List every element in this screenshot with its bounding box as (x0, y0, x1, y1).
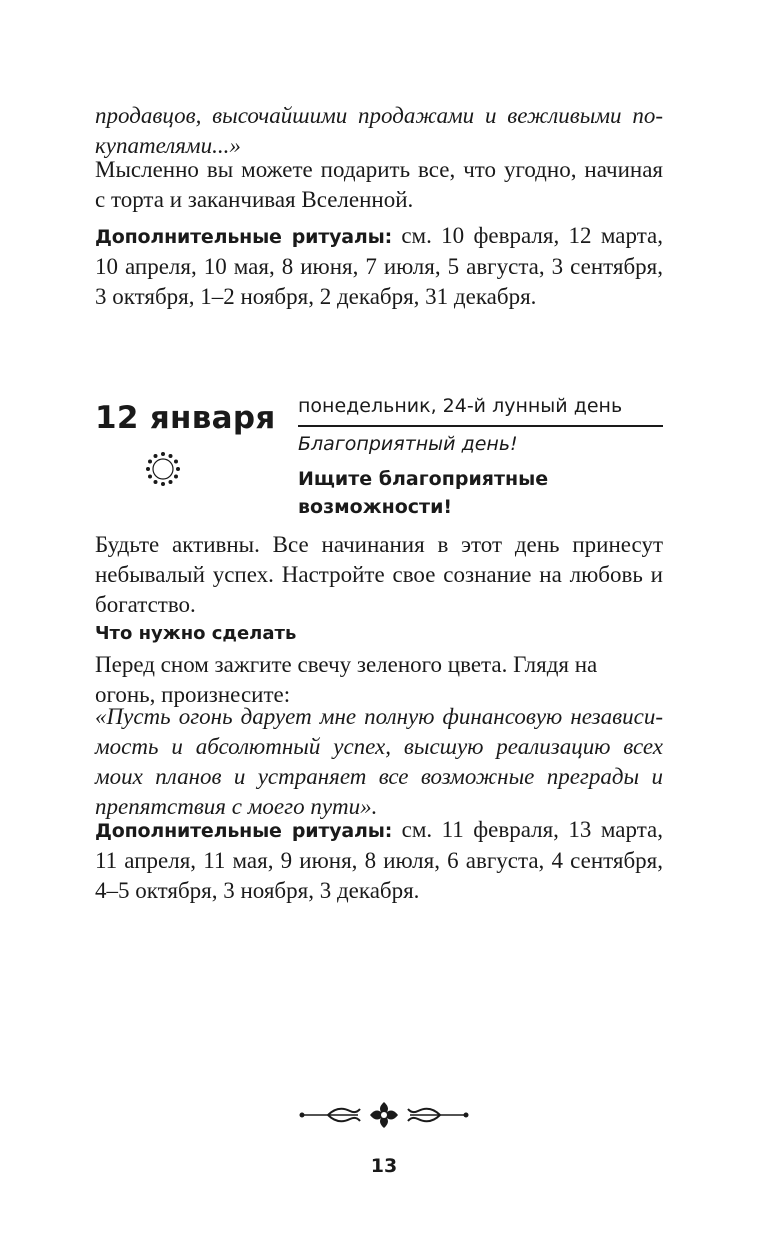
entry-rituals-label: Дополнительные ритуалы: (95, 820, 393, 842)
sun-icon (143, 449, 183, 489)
todo-text: Перед сном зажгите свечу зеленого цвета. Глядя на огонь, произнесите: (95, 652, 598, 707)
previous-rituals (95, 221, 663, 312)
weekday-lunar-day: понедельник, 24-й лунный день (298, 395, 623, 417)
entry-rituals-text: см. 11 февраля, 13 марта, 11 апреля, 11 мая, 9 июня, 8 июля, 6 августа, 4 сентября, 4–5 октября, 3 ноября, 3 декабря. (95, 817, 663, 903)
header-rule (298, 425, 663, 427)
day-note: Благоприятный день! (298, 433, 518, 455)
ornament-divider-icon (298, 1100, 470, 1130)
previous-rituals-label: Дополнительные ритуалы: (95, 226, 392, 248)
previous-quote-tail: продавцов, высочайшими продажами и вежливыми покупателями...» (95, 103, 663, 158)
entry-intro: Будьте активны. Все начинания в этот день принесут небывалый успех. Настройте свое сознание на любовь и богатство. (95, 532, 663, 617)
day-title: 12 января (95, 400, 276, 436)
todo-quote: «Пусть огонь дарует мне полную финансовую независимость и абсолютный успех, высшую реализацию всех моих планов и устраняет все возможные преграды и препятствия с моего пути». (95, 704, 663, 819)
page-number: 13 (370, 1155, 398, 1177)
day-motto: Ищите благоприятные возможности! (298, 468, 549, 518)
previous-rituals-text: см. 10 февраля, 12 марта, 10 апреля, 10 мая, 8 июня, 7 июля, 5 августа, 3 сентября, 3 октября, 1–2 ноября, 2 декабря, 31 декабря. (95, 223, 663, 309)
entry-rituals (95, 815, 663, 906)
todo-heading: Что нужно сделать (95, 623, 297, 644)
previous-entry-text: Мысленно вы можете подарить все, что угодно, начиная с торта и заканчивая Вселенной. (95, 157, 663, 212)
